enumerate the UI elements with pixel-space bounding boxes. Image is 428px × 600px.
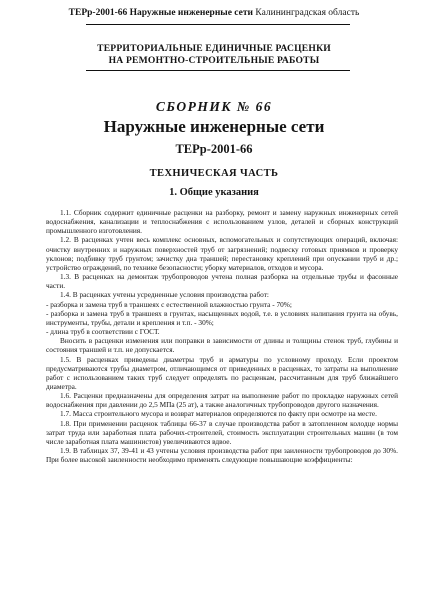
body-text <box>46 208 398 464</box>
subsection-title: 1. Общие указания <box>169 187 259 198</box>
org-divider <box>86 70 350 71</box>
list-item-3: - длина труб в соответствии с ГОСТ. <box>46 327 160 337</box>
list-item-1: - разборка и замена труб в траншеях с естественной влажностью грунта - 70%; <box>46 299 292 309</box>
paragraph-1-5: 1.5. В расценках приведены диаметры труб и арматуры по условному проходу. Если проектом предусматриваются трубы диаметром, отличающимся от приведенных в расценках, то затраты на выполнение работ с использованием таких труб следует определять по расценкам, рассчитанным для труб ближайшего диаметра. <box>46 354 398 391</box>
org-title-line-1: ТЕРРИТОРИАЛЬНЫЕ ЕДИНИЧНЫЕ РАСЦЕНКИ <box>97 43 331 54</box>
header-region: Калининградская область <box>255 8 360 18</box>
header-doc-ref: ТЕРр-2001-66 Наружные инженерные сети <box>68 8 253 18</box>
paragraph-1-8: 1.8. При применении расценок таблицы 66-37 в случае производства работ в затопленном колодце нормы затрат труда или заработная плата рабочих-строителей, стоимость эксплуатации строительных машин (в том числе заработная плата машинистов) увеличиваются вдвое. <box>46 418 398 446</box>
org-title-line-2: НА РЕМОНТНО-СТРОИТЕЛЬНЫЕ РАБОТЫ <box>108 55 320 66</box>
paragraph-1-2: 1.2. В расценках учтен весь комплекс основных, вспомогательных и сопутствующих операций, включая: очистку внутренних и наружных поверхностей труб от загрязнений; подвеску готовых приямков и проверку уклонов; подбивку труб грунтом; зачистку дна траншей; перестановку креплений при опускании труб и др.; устройство ограждений, по технике безопасности; уборку материалов, отходов и мусора. <box>46 235 398 272</box>
paragraph-1-6: 1.6. Расценки предназначены для определения затрат на выполнение работ по прокладке наружных сетей водоснабжения при давлении до 2,5 МПа (25 ат), а также аналогичных трубопроводов другого назначения. <box>46 391 398 410</box>
document-code: ТЕРр-2001-66 <box>175 142 253 156</box>
paragraph-1-4: 1.4. В расценках учтены усредненные условия производства работ: <box>60 290 269 300</box>
paragraph-1-7: 1.7. Масса строительного мусора и возврат материалов определяются по факту при осмотре на месте. <box>60 409 377 419</box>
paragraph-1-1: 1.1. Сборник содержит единичные расценки на разборку, ремонт и замену наружных инженерных сетей водоснабжения, канализации и теплоснабжения с использованием узлов, деталей и сборных конструкций промышленного изготовления. <box>46 208 398 236</box>
running-header <box>0 8 428 22</box>
paragraph-1-3: 1.3. В расценках на демонтаж трубопроводов учтена полная разборка на отдельные трубы и фасонные части. <box>46 272 398 291</box>
header-divider <box>86 24 350 25</box>
section-title: ТЕХНИЧЕСКАЯ ЧАСТЬ <box>149 168 279 179</box>
page-title: Наружные инженерные сети <box>103 117 325 136</box>
paragraph-1-9: 1.9. В таблицах 37, 39-41 и 43 учтены условия производства работ при заиленности трубопроводов до 30%. При более высокой заиленности необходимо применять следующие повышающие коэффициенты: <box>46 446 398 465</box>
list-item-2: - разборка и замена труб в траншеях в грунтах, насыщенных водой, т.е. в условиях налипания грунта на обувь, инструменты, трубы, детали и крепления и т.п. - 30%; <box>46 308 398 327</box>
paragraph-note: Вносить в расценки изменения или поправки в зависимости от длины и толщины стенок труб, глубины и состояния траншей и т.п. не допускается. <box>46 336 398 355</box>
collection-label: СБОРНИК № 66 <box>155 99 273 114</box>
